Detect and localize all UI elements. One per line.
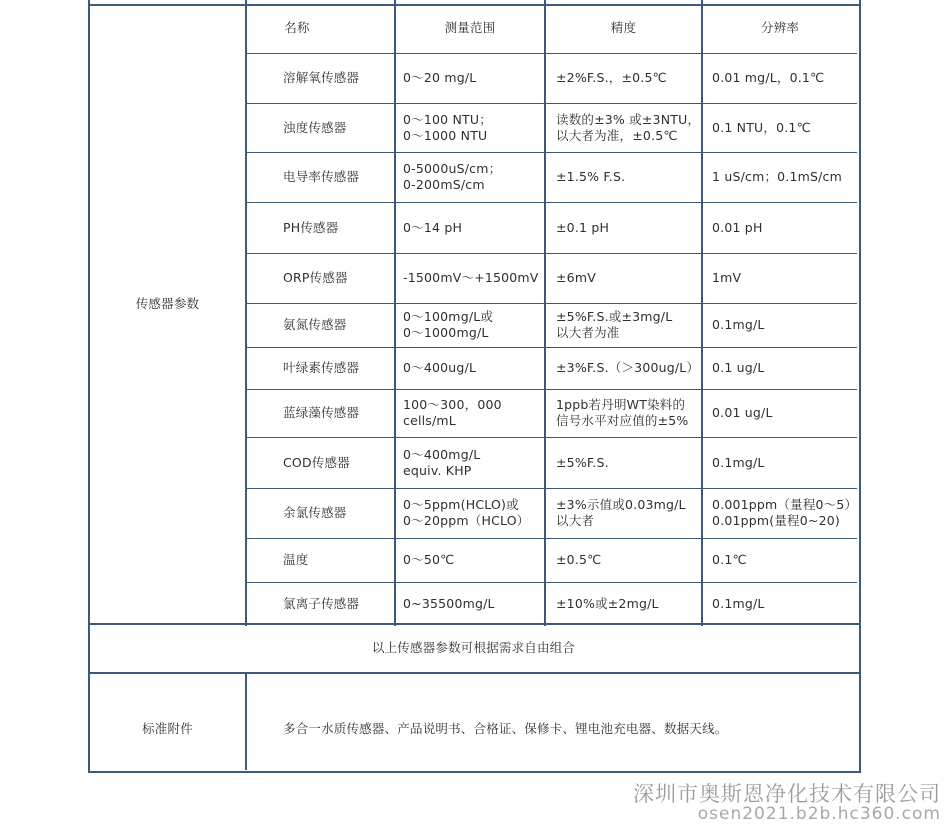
h-line-top: [88, 4, 859, 6]
cell-line: ±1.5% F.S.: [556, 169, 626, 184]
h-line-row: [246, 202, 857, 203]
cell-line: 氯离子传感器: [283, 596, 360, 611]
header-name: 名称: [284, 20, 310, 35]
cell-name: [283, 70, 359, 86]
cell-line: ±0.5℃: [556, 552, 602, 567]
cell-name: [283, 552, 308, 568]
cell-line: 0~35500mg/L: [403, 596, 495, 611]
cell-range: [403, 270, 539, 286]
cell-range: [403, 360, 476, 376]
cell-line: 0～100mg/L或: [403, 309, 494, 324]
cell-line: 0.001ppm（量程0～5）: [712, 497, 858, 512]
cell-line: 0.1mg/L: [712, 596, 765, 611]
cell-range: [403, 596, 495, 612]
cell-line: 以大者为准: [556, 325, 620, 340]
cell-line: ±3%示值或0.03mg/L: [556, 497, 686, 512]
cell-line: cells/mL: [403, 413, 456, 428]
h-line-row: [246, 347, 857, 348]
cell-resolution: [712, 317, 765, 333]
cell-line: 温度: [283, 552, 309, 567]
cell-resolution: [712, 497, 857, 529]
cell-resolution: [712, 220, 763, 236]
cell-line: 1mV: [712, 270, 742, 285]
section-label: 传感器参数: [135, 296, 200, 311]
cell-line: 蓝绿藻传感器: [283, 405, 360, 420]
cell-name: [283, 405, 359, 421]
cell-name: [283, 120, 347, 136]
v-line-range: [544, 0, 546, 626]
cell-line: -1500mV～+1500mV: [403, 270, 539, 285]
h-line-row: [246, 253, 857, 254]
h-line-row: [246, 538, 857, 539]
h-line-note-bottom: [88, 672, 859, 674]
cell-accuracy: [556, 552, 601, 568]
h-line-row: [246, 582, 857, 583]
cell-line: 溶解氧传感器: [283, 70, 360, 85]
cell-accuracy: [556, 455, 609, 471]
cell-line: 浊度传感器: [283, 120, 347, 135]
cell-line: 氨氮传感器: [283, 317, 347, 332]
cell-accuracy: [556, 270, 596, 286]
cell-line: 1 uS/cm；0.1mS/cm: [712, 169, 842, 184]
cell-range: [403, 112, 492, 144]
cell-line: ±5%F.S.或±3mg/L: [556, 309, 673, 324]
cell-line: ±6mV: [556, 270, 596, 285]
cell-line: 0～50℃: [403, 552, 455, 567]
cell-name: [283, 270, 348, 286]
cell-resolution: [712, 360, 765, 376]
cell-line: 0.01 ug/L: [712, 405, 773, 420]
h-line-row: [246, 437, 857, 438]
cell-line: 0～400mg/L: [403, 447, 481, 462]
cell-name: [283, 317, 347, 333]
cell-line: 0.1℃: [712, 552, 747, 567]
cell-resolution: [712, 169, 842, 185]
cell-line: 0～20 mg/L: [403, 70, 477, 85]
cell-range: [403, 309, 493, 341]
accessories-label: 标准附件: [142, 721, 193, 736]
cell-line: 电导率传感器: [283, 169, 360, 184]
cell-accuracy: [556, 309, 672, 341]
cell-name: [283, 169, 359, 185]
h-line-row: [246, 103, 857, 104]
cell-line: 0～14 pH: [403, 220, 463, 235]
v-line-accessories: [245, 673, 247, 770]
cell-accuracy: [556, 596, 659, 612]
cell-line: ORP传感器: [283, 270, 348, 285]
cell-line: 以大者为准，±0.5℃: [556, 128, 678, 143]
cell-range: [403, 497, 530, 529]
v-line-accuracy: [701, 0, 703, 626]
cell-line: 0～5ppm(HCLO)或: [403, 497, 519, 512]
cell-name: [283, 596, 359, 612]
cell-line: 读数的±3% 或±3NTU，: [556, 112, 701, 127]
cell-line: ±3%F.S.（＞300ug/L）: [556, 360, 700, 375]
header-accuracy: 精度: [610, 20, 637, 35]
cell-accuracy: [556, 112, 700, 144]
h-line-note-top: [88, 623, 859, 625]
cell-line: 0-5000uS/cm；: [403, 161, 502, 176]
header-range: 测量范围: [444, 20, 496, 35]
cell-resolution: [712, 405, 773, 421]
v-line-section: [245, 0, 247, 626]
cell-name: [283, 360, 359, 376]
cell-accuracy: [556, 70, 667, 86]
cell-line: ±5%F.S.: [556, 455, 609, 470]
h-line-row: [246, 152, 857, 153]
cell-line: 0-200mS/cm: [403, 177, 485, 192]
cell-resolution: [712, 120, 811, 136]
cell-accuracy: [556, 169, 625, 185]
cell-line: 100～300，000: [403, 397, 502, 412]
cell-line: 0.01 pH: [712, 220, 763, 235]
cell-line: 叶绿素传感器: [283, 360, 360, 375]
header-resolution: 分辨率: [760, 20, 800, 35]
cell-line: 0.01ppm(量程0~20): [712, 513, 840, 528]
watermark-company: 深圳市奥斯恩净化技术有限公司: [633, 782, 941, 806]
cell-range: [403, 397, 502, 429]
cell-line: 0.1 ug/L: [712, 360, 765, 375]
cell-line: 1ppb若丹明WT染料的: [556, 397, 686, 412]
h-line-row: [246, 389, 857, 390]
cell-line: 0～1000mg/L: [403, 325, 489, 340]
combination-note: 以上传感器参数可根据需求自由组合: [371, 640, 576, 655]
cell-range: [403, 70, 476, 86]
cell-name: [283, 455, 350, 471]
cell-resolution: [712, 455, 765, 471]
cell-resolution: [712, 70, 824, 86]
cell-line: 0～1000 NTU: [403, 128, 488, 143]
cell-range: [403, 447, 480, 479]
cell-line: 余氯传感器: [283, 505, 347, 520]
h-line-row: [246, 488, 857, 489]
cell-name: [283, 220, 338, 236]
cell-line: COD传感器: [283, 455, 350, 470]
cell-range: [403, 220, 462, 236]
cell-line: 0～400ug/L: [403, 360, 477, 375]
cell-line: PH传感器: [283, 220, 339, 235]
cell-resolution: [712, 596, 765, 612]
cell-resolution: [712, 552, 747, 568]
cell-line: 信号水平对应值的±5%: [556, 413, 689, 428]
h-line-row: [246, 53, 857, 54]
cell-line: ±10%或±2mg/L: [556, 596, 659, 611]
cell-line: 0.1 NTU，0.1℃: [712, 120, 811, 135]
cell-accuracy: [556, 497, 686, 529]
accessories-value: 多合一水质传感器、产品说明书、合格证、保修卡、锂电池充电器、数据天线。: [283, 721, 728, 736]
cell-range: [403, 552, 454, 568]
cell-resolution: [712, 270, 741, 286]
cell-line: 0～20ppm（HCLO）: [403, 513, 530, 528]
watermark-site: osen2021.b2b.hc360.com: [697, 804, 941, 824]
cell-line: 0～100 NTU；: [403, 112, 492, 127]
cell-line: ±0.1 pH: [556, 220, 610, 235]
cell-line: 0.1mg/L: [712, 317, 765, 332]
v-line-name: [394, 0, 396, 626]
cell-line: ±2%F.S.，±0.5℃: [556, 70, 667, 85]
cell-name: [283, 505, 347, 521]
cell-range: [403, 161, 501, 193]
cell-line: 0.01 mg/L，0.1℃: [712, 70, 825, 85]
h-line-row: [246, 303, 857, 304]
cell-line: 0.1mg/L: [712, 455, 765, 470]
cell-accuracy: [556, 360, 699, 376]
cell-accuracy: [556, 220, 609, 236]
cell-line: equiv. KHP: [403, 463, 472, 478]
cell-line: 以大者: [556, 513, 595, 528]
cell-accuracy: [556, 397, 689, 429]
